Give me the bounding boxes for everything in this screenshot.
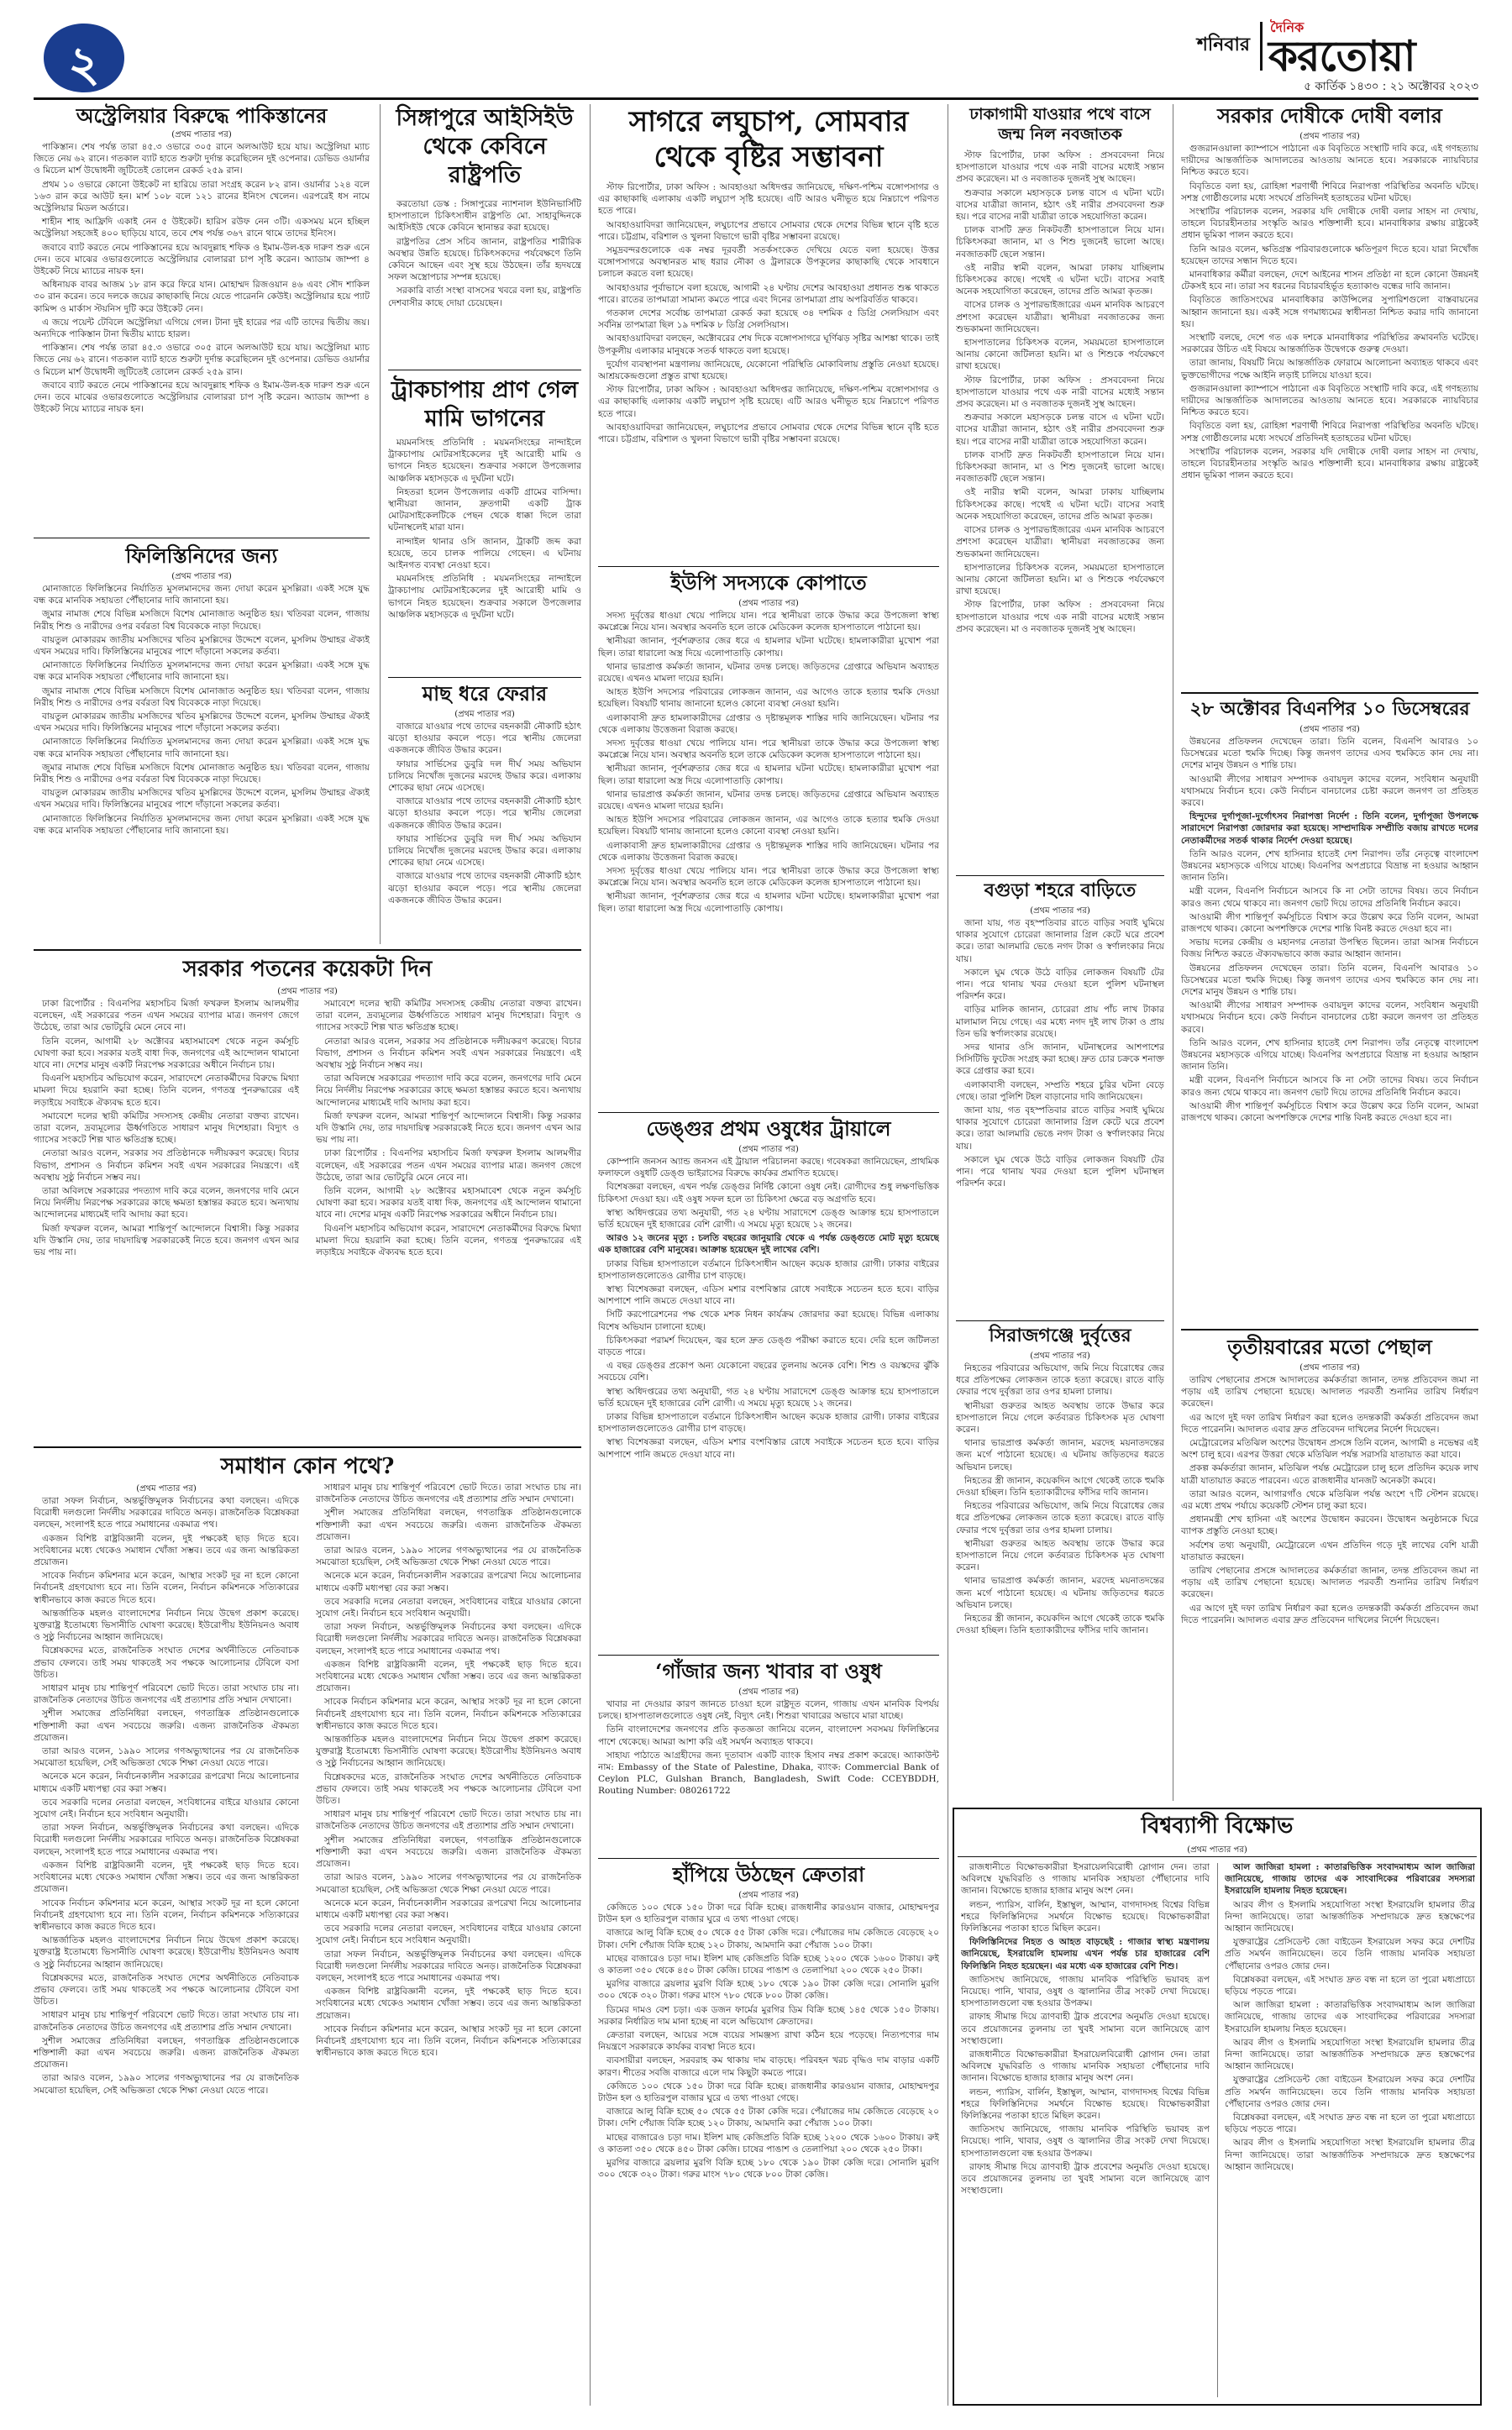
body-govt-fall-b: সমাবেশে দলের স্থায়ী কমিটির সদস্যসহ কেন্দ্রীয় নেতারা বক্তব্য রাখেন। তারা বলেন, দ্রব্যমূল্যের ঊর্ধ্বগতিতে সাধারণ মানুষ দিশেহারা। বিদ্যুৎ ও গ্যাসের সংকটে শিল্প খাত ক্ষতিগ্রস্ত হচ্ছে। নেতারা আরও বলেন, সরকার সব প্রতিষ্ঠানকে দলীয়করণ করেছে। বিচার বিভাগ, প্রশাসন ও নির্বাচন কমিশন সবই এখন সরকারের নিয়ন্ত্রণে। এই অবস্থায় সুষ্ঠু নির্বাচন সম্ভব নয়। তারা অবিলম্বে সরকারের পদত্যাগ দাবি করে বলেন, জনগণের দাবি মেনে নিয়ে নির্দলীয় নিরপেক্ষ সরকারের কাছে ক্ষমতা হস্তান্তর করতে হবে। অন্যথায় আন্দোলনের মাধ্যমেই দাবি আদায় করা হবে। মির্জা ফখরুল বলেন, আমরা শান্তিপূর্ণ আন্দোলনে বিশ্বাসী। কিন্তু সরকার যদি উস্কানি দেয়, তার দায়দায়িত্ব সরকারকেই নিতে হবে। জনগণ এখন আর ভয় পায় না। ঢাকা রিপোর্টার : বিএনপির মহাসচিব মির্জা ফখরুল ইসলাম আলমগীর বলেছেন, এই সরকারের পতন এখন সময়ের ব্যাপার মাত্র। জনগণ জেগে উঠেছে, তারা আর ভোটচুরি মেনে নেবে না। তিনি বলেন, আগামী ২৮ অক্টোবর মহাসমাবেশ থেকে নতুন কর্মসূচি ঘোষণা করা হবে। সরকার যতই বাধা দিক, জনগণের এই আন্দোলন থামানো যাবে না। দেশের মানুষ একটি নিরপেক্ষ সরকারের অধীনে নির্বাচন চায়। বিএনপি মহাসচিব অভিযোগ করেন, সারাদেশে নেতাকর্মীদের বিরুদ্ধে মিথ্যা মামলা দিয়ে হয়রানি করা হচ্ছে। তিনি বলেন, গণতন্ত্র পুনরুদ্ধারের এই লড়াইয়ে সবাইকে ঐক্যবদ্ধ হতে হবে। bbox=[316, 999, 581, 1258]
rule bbox=[1181, 1329, 1478, 1330]
cont-solution: (প্রথম পাতার পর) bbox=[136, 1484, 197, 1493]
headline-singapore: সিঙ্গাপুরে আইসিইউ থেকে কেবিনে রাষ্ট্রপতি bbox=[396, 105, 574, 188]
headline-tractor: ট্রাকচাপায় প্রাণ গেল মামি ভাগনের bbox=[391, 377, 579, 432]
rule bbox=[956, 1320, 1164, 1321]
body-tractor: ময়মনসিংহ প্রতিনিধি : ময়মনসিংহের নান্দাইলে ট্রাকচাপায় মোটরসাইকেলের দুই আরোহী মামি ও ভাগনে নিহত হয়েছেন। শুক্রবার সকালে উপজেলার আঞ্চলিক মহাসড়কে এ দুর্ঘটনা ঘটে। নিহতরা হলেন উপজেলার একটি গ্রামের বাসিন্দা। স্থানীয়রা জানান, দ্রুতগামী একটি ট্রাক মোটরসাইকেলটিকে পেছন থেকে ধাক্কা দিলে তারা ঘটনাস্থলেই মারা যান। নান্দাইল থানার ওসি জানান, ট্রাকটি জব্দ করা হয়েছে, তবে চালক পালিয়ে গেছেন। এ ঘটনায় আইনগত ব্যবস্থা নেওয়া হবে। ময়মনসিংহ প্রতিনিধি : ময়মনসিংহের নান্দাইলে ট্রাকচাপায় মোটরসাইকেলের দুই আরোহী মামি ও ভাগনে নিহত হয়েছেন। শুক্রবার সকালে উপজেলার আঞ্চলিক মহাসড়কে এ দুর্ঘটনা ঘটে। bbox=[388, 438, 581, 620]
headline-fish: মাছ ধরে ফেরার bbox=[422, 681, 548, 706]
page-number-badge bbox=[40, 20, 128, 96]
rule bbox=[1181, 692, 1478, 694]
headline-third-time: তৃতীয়বারের মতো পেছাল bbox=[1227, 1335, 1432, 1359]
body-palestine: মোনাজাতে ফিলিস্তিনের নির্যাতিত মুসলমানদের জন্য দোয়া করেন মুসল্লিরা। একই সঙ্গে যুদ্ধ বন্ধ করে মানবিক সহায়তা পৌঁছানোর দাবি জানানো হয়। জুমার নামাজ শেষে বিভিন্ন মসজিদে বিশেষ মোনাজাত অনুষ্ঠিত হয়। খতিবরা বলেন, গাজায় নিরীহ শিশু ও নারীদের ওপর বর্বরতা বিশ্ব বিবেককে নাড়া দিয়েছে। বায়তুল মোকাররম জাতীয় মসজিদের খতিব মুসল্লিদের উদ্দেশে বলেন, মুসলিম উম্মাহর ঐক্যই এখন সময়ের দাবি। ফিলিস্তিনের মানুষের পাশে দাঁড়ানো সকলের কর্তব্য। মোনাজাতে ফিলিস্তিনের নির্যাতিত মুসলমানদের জন্য দোয়া করেন মুসল্লিরা। একই সঙ্গে যুদ্ধ বন্ধ করে মানবিক সহায়তা পৌঁছানোর দাবি জানানো হয়। জুমার নামাজ শেষে বিভিন্ন মসজিদে বিশেষ মোনাজাত অনুষ্ঠিত হয়। খতিবরা বলেন, গাজায় নিরীহ শিশু ও নারীদের ওপর বর্বরতা বিশ্ব বিবেককে নাড়া দিয়েছে। বায়তুল মোকাররম জাতীয় মসজিদের খতিব মুসল্লিদের উদ্দেশে বলেন, মুসলিম উম্মাহর ঐক্যই এখন সময়ের দাবি। ফিলিস্তিনের মানুষের পাশে দাঁড়ানো সকলের কর্তব্য। মোনাজাতে ফিলিস্তিনের নির্যাতিত মুসলমানদের জন্য দোয়া করেন মুসল্লিরা। একই সঙ্গে যুদ্ধ বন্ধ করে মানবিক সহায়তা পৌঁছানোর দাবি জানানো হয়। জুমার নামাজ শেষে বিভিন্ন মসজিদে বিশেষ মোনাজাত অনুষ্ঠিত হয়। খতিবরা বলেন, গাজায় নিরীহ শিশু ও নারীদের ওপর বর্বরতা বিশ্ব বিবেককে নাড়া দিয়েছে। বায়তুল মোকাররম জাতীয় মসজিদের খতিব মুসল্লিদের উদ্দেশে বলেন, মুসলিম উম্মাহর ঐক্যই এখন সময়ের দাবি। ফিলিস্তিনের মানুষের পাশে দাঁড়ানো সকলের কর্তব্য। মোনাজাতে ফিলিস্তিনের নির্যাতিত মুসলমানদের জন্য দোয়া করেন মুসল্লিরা। একই সঙ্গে যুদ্ধ বন্ধ করে মানবিক সহায়তা পৌঁছানোর দাবি জানানো হয়। bbox=[34, 584, 370, 836]
cont-global: (প্রথম পাতার পর) bbox=[1187, 1845, 1247, 1855]
headline-govt-fall: সরকার পতনের কয়েকটা দিন bbox=[182, 957, 433, 982]
cont-pakistan: (প্রথম পাতার পর) bbox=[171, 130, 232, 139]
body-bus-birth: স্টাফ রিপোর্টার, ঢাকা অফিস : প্রসববেদনা নিয়ে হাসপাতালে যাওয়ার পথে এক নারী বাসের মধ্যেই সন্তান প্রসব করেছেন। মা ও নবজাতক দুজনই সুস্থ আছেন। শুক্রবার সকালে মহাসড়কে চলন্ত বাসে এ ঘটনা ঘটে। বাসের যাত্রীরা জানান, হঠাৎ ওই নারীর প্রসববেদনা শুরু হয়। পরে বাসের নারী যাত্রীরা তাকে সহযোগিতা করেন। চালক বাসটি দ্রুত নিকটবর্তী হাসপাতালে নিয়ে যান। চিকিৎসকরা জানান, মা ও শিশু দুজনেই ভালো আছে। নবজাতকটি ছেলে সন্তান। ওই নারীর স্বামী বলেন, আমরা ঢাকায় যাচ্ছিলাম চিকিৎসকের কাছে। পথেই এ ঘটনা ঘটে। বাসের সবাই অনেক সহযোগিতা করেছেন, তাদের প্রতি আমরা কৃতজ্ঞ। বাসের চালক ও সুপারভাইজারের এমন মানবিক আচরণে প্রশংসা করেছেন যাত্রীরা। স্থানীয়রা নবজাতকের জন্য শুভকামনা জানিয়েছেন। হাসপাতালের চিকিৎসক বলেন, সময়মতো হাসপাতালে আনায় কোনো জটিলতা হয়নি। মা ও শিশুকে পর্যবেক্ষণে রাখা হয়েছে। স্টাফ রিপোর্টার, ঢাকা অফিস : প্রসববেদনা নিয়ে হাসপাতালে যাওয়ার পথে এক নারী বাসের মধ্যেই সন্তান প্রসব করেছেন। মা ও নবজাতক দুজনই সুস্থ আছেন। শুক্রবার সকালে মহাসড়কে চলন্ত বাসে এ ঘটনা ঘটে। বাসের যাত্রীরা জানান, হঠাৎ ওই নারীর প্রসববেদনা শুরু হয়। পরে বাসের নারী যাত্রীরা তাকে সহযোগিতা করেন। চালক বাসটি দ্রুত নিকটবর্তী হাসপাতালে নিয়ে যান। চিকিৎসকরা জানান, মা ও শিশু দুজনেই ভালো আছে। নবজাতকটি ছেলে সন্তান। ওই নারীর স্বামী বলেন, আমরা ঢাকায় যাচ্ছিলাম চিকিৎসকের কাছে। পথেই এ ঘটনা ঘটে। বাসের সবাই অনেক সহযোগিতা করেছেন, তাদের প্রতি আমরা কৃতজ্ঞ। বাসের চালক ও সুপারভাইজারের এমন মানবিক আচরণে প্রশংসা করেছেন যাত্রীরা। স্থানীয়রা নবজাতকের জন্য শুভকামনা জানিয়েছেন। হাসপাতালের চিকিৎসক বলেন, সময়মতো হাসপাতালে আনায় কোনো জটিলতা হয়নি। মা ও শিশুকে পর্যবেক্ষণে রাখা হয়েছে। স্টাফ রিপোর্টার, ঢাকা অফিস : প্রসববেদনা নিয়ে হাসপাতালে যাওয়ার পথে এক নারী বাসের মধ্যেই সন্তান প্রসব করেছেন। মা ও নবজাতক দুজনই সুস্থ আছেন। bbox=[956, 150, 1164, 634]
headline-sirajganj: সিরাজগঞ্জে দুর্বৃত্তের bbox=[989, 1325, 1131, 1346]
headline-bus-birth: ঢাকাগামী যাওয়ার পথে বাসে জন্ম নিল নবজাতক bbox=[969, 105, 1151, 144]
body-global-a: রাজধানীতে বিক্ষোভকারীরা ইসরায়েলবিরোধী স্লোগান দেন। তারা অবিলম্বে যুদ্ধবিরতি ও গাজায় মানবিক সহায়তা পৌঁছানোর দাবি জানান। বিক্ষোভে হাজার হাজার মানুষ অংশ নেন। লন্ডন, প্যারিস, বার্লিন, ইস্তাম্বুল, আম্মান, বাগদাদসহ বিশ্বের বিভিন্ন শহরে ফিলিস্তিনিদের সমর্থনে বিক্ষোভ হয়েছে। বিক্ষোভকারীরা ফিলিস্তিনের পতাকা হাতে মিছিল করেন। ফিলিস্তিনিদের নিহত ও আহত বাড়ছেই : গাজার স্বাস্থ্য মন্ত্রণালয় জানিয়েছে, ইসরায়েলি হামলায় এখন পর্যন্ত চার হাজারের বেশি ফিলিস্তিনি নিহত হয়েছেন। এর মধ্যে এক হাজারের বেশি শিশু। জাতিসংঘ জানিয়েছে, গাজায় মানবিক পরিস্থিতি ভয়াবহ রূপ নিয়েছে। পানি, খাবার, ওষুধ ও জ্বালানির তীব্র সংকট দেখা দিয়েছে। হাসপাতালগুলো বন্ধ হওয়ার উপক্রম। রাফাহ সীমান্ত দিয়ে ত্রাণবাহী ট্রাক প্রবেশের অনুমতি দেওয়া হয়েছে। তবে প্রয়োজনের তুলনায় তা খুবই সামান্য বলে জানিয়েছে ত্রাণ সংস্থাগুলো। রাজধানীতে বিক্ষোভকারীরা ইসরায়েলবিরোধী স্লোগান দেন। তারা অবিলম্বে যুদ্ধবিরতি ও গাজায় মানবিক সহায়তা পৌঁছানোর দাবি জানান। বিক্ষোভে হাজার হাজার মানুষ অংশ নেন। লন্ডন, প্যারিস, বার্লিন, ইস্তাম্বুল, আম্মান, বাগদাদসহ বিশ্বের বিভিন্ন শহরে ফিলিস্তিনিদের সমর্থনে বিক্ষোভ হয়েছে। বিক্ষোভকারীরা ফিলিস্তিনের পতাকা হাতে মিছিল করেন। জাতিসংঘ জানিয়েছে, গাজায় মানবিক পরিস্থিতি ভয়াবহ রূপ নিয়েছে। পানি, খাবার, ওষুধ ও জ্বালানির তীব্র সংকট দেখা দিয়েছে। হাসপাতালগুলো বন্ধ হওয়ার উপক্রম। রাফাহ সীমান্ত দিয়ে ত্রাণবাহী ট্রাক প্রবেশের অনুমতি দেওয়া হয়েছে। তবে প্রয়োজনের তুলনায় তা খুবই সামান্য বলে জানিয়েছে ত্রাণ সংস্থাগুলো। bbox=[961, 1862, 1210, 2196]
body-ganja: খাবার না দেওয়ার কারণ জানতে চাওয়া হলে রাষ্ট্রদূত বলেন, গাজায় এখন মানবিক বিপর্যয় চলছে। হাসপাতালগুলোতে ওষুধ নেই, বিদ্যুৎ নেই। শিশুরা খাবারের অভাবে মারা যাচ্ছে। তিনি বাংলাদেশের জনগণের প্রতি কৃতজ্ঞতা জানিয়ে বলেন, বাংলাদেশ সবসময় ফিলিস্তিনের পাশে থেকেছে। আমরা আশা করি এই সমর্থন অব্যাহত থাকবে। সাহায্য পাঠাতে আগ্রহীদের জন্য দূতাবাস একটি ব্যাংক হিসাব নম্বর প্রকাশ করেছে। অ্যাকাউন্ট নাম: Embassy of the State of Palestine, Dhaka, ব্যাংক: Commercial Bank of Ceylon PLC, Gulshan Branch, Bangladesh, Swift Code: CCEYBDDH, Routing Number: 080261722 bbox=[598, 1699, 939, 1797]
issue-day: শনিবার bbox=[1196, 34, 1250, 55]
body-govt-blame: গুজরানওয়ালা ক্যাম্পাসে পাঠানো এক বিবৃতিতে সংস্থাটি দাবি করে, এই গণহত্যায় দায়ীদের আন্তর্জাতিক আদালতের আওতায় আনতে হবে। সরকারকে ন্যায়বিচার নিশ্চিত করতে হবে। বিবৃতিতে বলা হয়, রোহিঙ্গা শরণার্থী শিবিরে নিরাপত্তা পরিস্থিতির অবনতি ঘটছে। সশস্ত্র গোষ্ঠীগুলোর মধ্যে সংঘর্ষে প্রতিদিনই হতাহতের ঘটনা ঘটছে। সংস্থাটির পরিচালক বলেন, সরকার যদি দোষীকে দোষী বলার সাহস না দেখায়, তাহলে বিচারহীনতার সংস্কৃতি আরও শক্তিশালী হবে। মানবাধিকার রক্ষায় রাষ্ট্রকেই প্রধান ভূমিকা পালন করতে হবে। তিনি আরও বলেন, ক্ষতিগ্রস্ত পরিবারগুলোকে ক্ষতিপূরণ দিতে হবে। যারা নিখোঁজ হয়েছেন তাদের সন্ধান দিতে হবে। মানবাধিকার কর্মীরা বলছেন, দেশে আইনের শাসন প্রতিষ্ঠা না হলে কোনো উন্নয়নই টেকসই হবে না। তারা সব ধরনের বিচারবহির্ভূত হত্যাকাণ্ড বন্ধের দাবি জানান। বিবৃতিতে জাতিসংঘের মানবাধিকার কাউন্সিলের সুপারিশগুলো বাস্তবায়নের আহ্বান জানানো হয়। একই সঙ্গে গণমাধ্যমের স্বাধীনতা নিশ্চিত করার দাবি জানানো হয়। সংস্থাটি বলছে, দেশে গত এক দশকে মানবাধিকার পরিস্থিতির ক্রমাবনতি ঘটেছে। সরকারের উচিত এই বিষয়ে আন্তর্জাতিক উদ্বেগকে গুরুত্ব দেওয়া। তারা জানায়, বিষয়টি নিয়ে আন্তর্জাতিক ফোরামে আলোচনা অব্যাহত থাকবে এবং ভুক্তভোগীদের পক্ষে আইনি লড়াই চালিয়ে যাওয়া হবে। গুজরানওয়ালা ক্যাম্পাসে পাঠানো এক বিবৃতিতে সংস্থাটি দাবি করে, এই গণহত্যায় দায়ীদের আন্তর্জাতিক আদালতের আওতায় আনতে হবে। সরকারকে ন্যায়বিচার নিশ্চিত করতে হবে। বিবৃতিতে বলা হয়, রোহিঙ্গা শরণার্থী শিবিরে নিরাপত্তা পরিস্থিতির অবনতি ঘটছে। সশস্ত্র গোষ্ঠীগুলোর মধ্যে সংঘর্ষে প্রতিদিনই হতাহতের ঘটনা ঘটছে। সংস্থাটির পরিচালক বলেন, সরকার যদি দোষীকে দোষী বলার সাহস না দেখায়, তাহলে বিচারহীনতার সংস্কৃতি আরও শক্তিশালী হবে। মানবাধিকার রক্ষায় রাষ্ট্রকেই প্রধান ভূমিকা পালন করতে হবে। bbox=[1181, 144, 1478, 481]
body-solution-a: তারা সফল নির্বাচন, অন্তর্ভুক্তিমূলক নির্বাচনের কথা বলছেন। এদিকে বিরোধী দলগুলো নির্দলীয় সরকারের দাবিতে অনড়। রাজনৈতিক বিশ্লেষকরা বলছেন, সংলাপই হতে পারে সমাধানের একমাত্র পথ। একজন বিশিষ্ট রাষ্ট্রবিজ্ঞানী বলেন, দুই পক্ষকেই ছাড় দিতে হবে। সংবিধানের মধ্যে থেকেও সমাধান খোঁজা সম্ভব। তবে এর জন্য আন্তরিকতা প্রয়োজন। সাবেক নির্বাচন কমিশনার মনে করেন, আস্থার সংকট দূর না হলে কোনো নির্বাচনই গ্রহণযোগ্য হবে না। তিনি বলেন, নির্বাচন কমিশনকে সত্যিকারের স্বাধীনভাবে কাজ করতে দিতে হবে। আন্তর্জাতিক মহলও বাংলাদেশের নির্বাচন নিয়ে উদ্বেগ প্রকাশ করেছে। যুক্তরাষ্ট্র ইতোমধ্যে ভিসানীতি ঘোষণা করেছে। ইউরোপীয় ইউনিয়নও অবাধ ও সুষ্ঠু নির্বাচনের আহ্বান জানিয়েছে। বিশ্লেষকদের মতে, রাজনৈতিক সংঘাত দেশের অর্থনীতিতে নেতিবাচক প্রভাব ফেলবে। তাই সময় থাকতেই সব পক্ষকে আলোচনার টেবিলে বসা উচিত। সাধারণ মানুষ চায় শান্তিপূর্ণ পরিবেশে ভোট দিতে। তারা সংঘাত চায় না। রাজনৈতিক নেতাদের উচিত জনগণের এই প্রত্যাশার প্রতি সম্মান দেখানো। সুশীল সমাজের প্রতিনিধিরা বলছেন, গণতান্ত্রিক প্রতিষ্ঠানগুলোকে শক্তিশালী করা এখন সবচেয়ে জরুরি। এজন্য রাজনৈতিক ঐকমত্য প্রয়োজন। তারা আরও বলেন, ১৯৯০ সালের গণঅভ্যুত্থানের পর যে রাজনৈতিক সমঝোতা হয়েছিল, সেই অভিজ্ঞতা থেকে শিক্ষা নেওয়া যেতে পারে। অনেকে মনে করেন, নির্বাচনকালীন সরকারের রূপরেখা নিয়ে আলোচনার মাধ্যমে একটি মধ্যপন্থা বের করা সম্ভব। তবে সরকারি দলের নেতারা বলছেন, সংবিধানের বাইরে যাওয়ার কোনো সুযোগ নেই। নির্বাচন হবে সংবিধান অনুযায়ী। তারা সফল নির্বাচন, অন্তর্ভুক্তিমূলক নির্বাচনের কথা বলছেন। এদিকে বিরোধী দলগুলো নির্দলীয় সরকারের দাবিতে অনড়। রাজনৈতিক বিশ্লেষকরা বলছেন, সংলাপই হতে পারে সমাধানের একমাত্র পথ। একজন বিশিষ্ট রাষ্ট্রবিজ্ঞানী বলেন, দুই পক্ষকেই ছাড় দিতে হবে। সংবিধানের মধ্যে থেকেও সমাধান খোঁজা সম্ভব। তবে এর জন্য আন্তরিকতা প্রয়োজন। সাবেক নির্বাচন কমিশনার মনে করেন, আস্থার সংকট দূর না হলে কোনো নির্বাচনই গ্রহণযোগ্য হবে না। তিনি বলেন, নির্বাচন কমিশনকে সত্যিকারের স্বাধীনভাবে কাজ করতে দিতে হবে। আন্তর্জাতিক মহলও বাংলাদেশের নির্বাচন নিয়ে উদ্বেগ প্রকাশ করেছে। যুক্তরাষ্ট্র ইতোমধ্যে ভিসানীতি ঘোষণা করেছে। ইউরোপীয় ইউনিয়নও অবাধ ও সুষ্ঠু নির্বাচনের আহ্বান জানিয়েছে। বিশ্লেষকদের মতে, রাজনৈতিক সংঘাত দেশের অর্থনীতিতে নেতিবাচক প্রভাব ফেলবে। তাই সময় থাকতেই সব পক্ষকে আলোচনার টেবিলে বসা উচিত। সাধারণ মানুষ চায় শান্তিপূর্ণ পরিবেশে ভোট দিতে। তারা সংঘাত চায় না। রাজনৈতিক নেতাদের উচিত জনগণের এই প্রত্যাশার প্রতি সম্মান দেখানো। সুশীল সমাজের প্রতিনিধিরা বলছেন, গণতান্ত্রিক প্রতিষ্ঠানগুলোকে শক্তিশালী করা এখন সবচেয়ে জরুরি। এজন্য রাজনৈতিক ঐকমত্য প্রয়োজন। তারা আরও বলেন, ১৯৯০ সালের গণঅভ্যুত্থানের পর যে রাজনৈতিক সমঝোতা হয়েছিল, সেই অভিজ্ঞতা থেকে শিক্ষা নেওয়া যেতে পারে। bbox=[34, 1496, 299, 2096]
headline-palestine: ফিলিস্তিনিদের জন্য bbox=[125, 543, 278, 568]
rule bbox=[34, 949, 581, 951]
body-global-b: আল জাজিরা হামলা : কাতারভিত্তিক সংবাদমাধ্যম আল জাজিরা জানিয়েছে, গাজায় তাদের এক সাংবাদিকের পরিবারের সদস্যরা ইসরায়েলি হামলায় নিহত হয়েছেন। আরব লীগ ও ইসলামি সহযোগিতা সংস্থা ইসরায়েলি হামলার তীব্র নিন্দা জানিয়েছে। তারা আন্তর্জাতিক সম্প্রদায়কে দ্রুত হস্তক্ষেপের আহ্বান জানিয়েছে। যুক্তরাষ্ট্রের প্রেসিডেন্ট জো বাইডেন ইসরায়েল সফর করে দেশটির প্রতি সমর্থন জানিয়েছেন। তবে তিনি গাজায় মানবিক সহায়তা পৌঁছানোর ওপরও জোর দেন। বিশ্লেষকরা বলছেন, এই সংঘাত দ্রুত বন্ধ না হলে তা পুরো মধ্যপ্রাচ্যে ছড়িয়ে পড়তে পারে। আল জাজিরা হামলা : কাতারভিত্তিক সংবাদমাধ্যম আল জাজিরা জানিয়েছে, গাজায় তাদের এক সাংবাদিকের পরিবারের সদস্যরা ইসরায়েলি হামলায় নিহত হয়েছেন। আরব লীগ ও ইসলামি সহযোগিতা সংস্থা ইসরায়েলি হামলার তীব্র নিন্দা জানিয়েছে। তারা আন্তর্জাতিক সম্প্রদায়কে দ্রুত হস্তক্ষেপের আহ্বান জানিয়েছে। যুক্তরাষ্ট্রের প্রেসিডেন্ট জো বাইডেন ইসরায়েল সফর করে দেশটির প্রতি সমর্থন জানিয়েছেন। তবে তিনি গাজায় মানবিক সহায়তা পৌঁছানোর ওপরও জোর দেন। বিশ্লেষকরা বলছেন, এই সংঘাত দ্রুত বন্ধ না হলে তা পুরো মধ্যপ্রাচ্যে ছড়িয়ে পড়তে পারে। আরব লীগ ও ইসলামি সহযোগিতা সংস্থা ইসরায়েলি হামলার তীব্র নিন্দা জানিয়েছে। তারা আন্তর্জাতিক সম্প্রদায়কে দ্রুত হস্তক্ষেপের আহ্বান জানিয়েছে। bbox=[1225, 1862, 1475, 2172]
column-divider bbox=[380, 104, 381, 944]
cont-sirajganj: (প্রথম পাতার পর) bbox=[1030, 1351, 1090, 1361]
masthead-divider bbox=[1260, 22, 1263, 71]
body-bnp-dec: উন্নয়নের প্রতিফলন দেখেছেন তারা। তিনি বলেন, বিএনপি আবারও ১০ ডিসেম্বরের মতো হুমকি দিচ্ছে। কিন্তু জনগণ তাদের এসব হুমকিতে কান দেয় না। দেশের মানুষ উন্নয়ন ও শান্তি চায়। আওয়ামী লীগের সাধারণ সম্পাদক ওবায়দুল কাদের বলেন, সংবিধান অনুযায়ী যথাসময়ে নির্বাচন হবে। কেউ নির্বাচন বানচালের চেষ্টা করলে জনগণ তা প্রতিহত করবে। হিন্দুদের দুর্গাপূজা-দুর্গোৎসব নিরাপত্তা নির্দেশ : তিনি বলেন, দুর্গাপূজা উপলক্ষে সারাদেশে নিরাপত্তা জোরদার করা হয়েছে। সাম্প্রদায়িক সম্প্রীতি বজায় রাখতে দলের নেতাকর্মীদের সতর্ক থাকার নির্দেশ দেওয়া হয়েছে। তিনি আরও বলেন, শেখ হাসিনার হাতেই দেশ নিরাপদ। তাঁর নেতৃত্বে বাংলাদেশ উন্নয়নের মহাসড়কে এগিয়ে যাচ্ছে। বিএনপির অপপ্রচারে বিভ্রান্ত না হওয়ার আহ্বান জানান তিনি। মন্ত্রী বলেন, বিএনপি নির্বাচনে আসবে কি না সেটা তাদের বিষয়। তবে নির্বাচন কারও জন্য থেমে থাকবে না। জনগণ ভোট দিয়ে তাদের প্রতিনিধি নির্বাচন করবে। আওয়ামী লীগ শান্তিপূর্ণ কর্মসূচিতে বিশ্বাস করে উল্লেখ করে তিনি বলেন, আমরা রাজপথে থাকব। কোনো অপশক্তিকে দেশের শান্তি বিনষ্ট করতে দেওয়া হবে না। সভায় দলের কেন্দ্রীয় ও মহানগর নেতারা উপস্থিত ছিলেন। তারা আসন্ন নির্বাচনে বিজয় নিশ্চিত করতে ঐক্যবদ্ধভাবে কাজ করার আহ্বান জানান। উন্নয়নের প্রতিফলন দেখেছেন তারা। তিনি বলেন, বিএনপি আবারও ১০ ডিসেম্বরের মতো হুমকি দিচ্ছে। কিন্তু জনগণ তাদের এসব হুমকিতে কান দেয় না। দেশের মানুষ উন্নয়ন ও শান্তি চায়। আওয়ামী লীগের সাধারণ সম্পাদক ওবায়দুল কাদের বলেন, সংবিধান অনুযায়ী যথাসময়ে নির্বাচন হবে। কেউ নির্বাচন বানচালের চেষ্টা করলে জনগণ তা প্রতিহত করবে। তিনি আরও বলেন, শেখ হাসিনার হাতেই দেশ নিরাপদ। তাঁর নেতৃত্বে বাংলাদেশ উন্নয়নের মহাসড়কে এগিয়ে যাচ্ছে। বিএনপির অপপ্রচারে বিভ্রান্ত না হওয়ার আহ্বান জানান তিনি। মন্ত্রী বলেন, বিএনপি নির্বাচনে আসবে কি না সেটা তাদের বিষয়। তবে নির্বাচন কারও জন্য থেমে থাকবে না। জনগণ ভোট দিয়ে তাদের প্রতিনিধি নির্বাচন করবে। আওয়ামী লীগ শান্তিপূর্ণ কর্মসূচিতে বিশ্বাস করে উল্লেখ করে তিনি বলেন, আমরা রাজপথে থাকব। কোনো অপশক্তিকে দেশের শান্তি বিনষ্ট করতে দেওয়া হবে না। bbox=[1181, 737, 1478, 1124]
cont-third-time: (প্রথম পাতার পর) bbox=[1299, 1363, 1360, 1372]
cont-govt-fall: (প্রথম পাতার পর) bbox=[277, 987, 338, 996]
headline-solution: সমাধান কোন পথে? bbox=[220, 1454, 395, 1479]
body-up-member: সদস্য দুর্বৃত্তের ধাওয়া খেয়ে পালিয়ে যান। পরে স্থানীয়রা তাকে উদ্ধার করে উপজেলা স্বাস্থ্য কমপ্লেক্সে নিয়ে যান। অবস্থার অবনতি হলে তাকে মেডিকেল কলেজ হাসপাতালে পাঠানো হয়। স্থানীয়রা জানান, পূর্বশত্রুতার জের ধরে এ হামলার ঘটনা ঘটেছে। হামলাকারীরা মুখোশ পরা ছিল। তারা ধারালো অস্ত্র দিয়ে এলোপাতাড়ি কোপায়। থানার ভারপ্রাপ্ত কর্মকর্তা জানান, ঘটনার তদন্ত চলছে। জড়িতদের গ্রেপ্তারে অভিযান অব্যাহত রয়েছে। এখনও মামলা দায়ের হয়নি। আহত ইউপি সদস্যের পরিবারের লোকজন জানান, এর আগেও তাকে হত্যার হুমকি দেওয়া হয়েছিল। বিষয়টি থানায় জানানো হলেও কোনো ব্যবস্থা নেওয়া হয়নি। এলাকাবাসী দ্রুত হামলাকারীদের গ্রেপ্তার ও দৃষ্টান্তমূলক শাস্তির দাবি জানিয়েছেন। ঘটনার পর থেকে এলাকায় উত্তেজনা বিরাজ করছে। সদস্য দুর্বৃত্তের ধাওয়া খেয়ে পালিয়ে যান। পরে স্থানীয়রা তাকে উদ্ধার করে উপজেলা স্বাস্থ্য কমপ্লেক্সে নিয়ে যান। অবস্থার অবনতি হলে তাকে মেডিকেল কলেজ হাসপাতালে পাঠানো হয়। স্থানীয়রা জানান, পূর্বশত্রুতার জের ধরে এ হামলার ঘটনা ঘটেছে। হামলাকারীরা মুখোশ পরা ছিল। তারা ধারালো অস্ত্র দিয়ে এলোপাতাড়ি কোপায়। থানার ভারপ্রাপ্ত কর্মকর্তা জানান, ঘটনার তদন্ত চলছে। জড়িতদের গ্রেপ্তারে অভিযান অব্যাহত রয়েছে। এখনও মামলা দায়ের হয়নি। আহত ইউপি সদস্যের পরিবারের লোকজন জানান, এর আগেও তাকে হত্যার হুমকি দেওয়া হয়েছিল। বিষয়টি থানায় জানানো হলেও কোনো ব্যবস্থা নেওয়া হয়নি। এলাকাবাসী দ্রুত হামলাকারীদের গ্রেপ্তার ও দৃষ্টান্তমূলক শাস্তির দাবি জানিয়েছেন। ঘটনার পর থেকে এলাকায় উত্তেজনা বিরাজ করছে। সদস্য দুর্বৃত্তের ধাওয়া খেয়ে পালিয়ে যান। পরে স্থানীয়রা তাকে উদ্ধার করে উপজেলা স্বাস্থ্য কমপ্লেক্সে নিয়ে যান। অবস্থার অবনতি হলে তাকে মেডিকেল কলেজ হাসপাতালে পাঠানো হয়। স্থানীয়রা জানান, পূর্বশত্রুতার জের ধরে এ হামলার ঘটনা ঘটেছে। হামলাকারীরা মুখোশ পরা ছিল। তারা ধারালো অস্ত্র দিয়ে এলোপাতাড়ি কোপায়। bbox=[598, 611, 939, 914]
body-pakistan: পাকিস্তান। শেষ পর্যন্ত তারা ৪৫.৩ ওভারে ৩০৫ রানে অলআউট হয়ে যায়। অস্ট্রেলিয়া ম্যাচ জিতে নেয় ৬২ রানে। গতকাল ব্যাট হাতে শুরুটা দুর্দান্ত করেছিলেন দুই ওপেনার। ডেভিড ওয়ার্নার ও মিচেল মার্শ উদ্বোধনী জুটিতেই তোলেন রেকর্ড ২৫৯ রান। প্রথম ১০ ওভারে কোনো উইকেট না হারিয়ে তারা সংগ্রহ করেন ৮২ রান। ওয়ার্নার ১২৪ বলে ১৬৩ রান করে আউট হন। মার্শ ১০৮ বলে ১২১ রানের ইনিংস খেলেন। এরপরেই ধস নামে অস্ট্রেলিয়ার মিডল অর্ডারে। শাহীন শাহ আফ্রিদি একাই নেন ৫ উইকেট। হারিস রউফ নেন ৩টি। একসময় মনে হচ্ছিল অস্ট্রেলিয়া সহজেই ৪০০ ছাড়িয়ে যাবে, তবে শেষ পর্যন্ত ৩৬৭ রানে থামে তাদের ইনিংস। জবাবে ব্যাট করতে নেমে পাকিস্তানের হয়ে আবদুল্লাহ শফিক ও ইমাম-উল-হক দারুণ শুরু এনে দেন। তবে মাঝের ওভারগুলোতে অস্ট্রেলিয়ার বোলাররা চাপ সৃষ্টি করেন। অ্যাডাম জাম্পা ৪ উইকেট নিয়ে ম্যাচের নায়ক হন। অধিনায়ক বাবর আজম ১৮ রান করে ফিরে যান। মোহাম্মদ রিজওয়ান ৪৬ এবং সৌদ শাকিল ৩০ রান করেন। তবে দলকে জয়ের কাছাকাছি নিয়ে যেতে পারেননি কেউই। অস্ট্রেলিয়ার হয়ে প্যাট কামিন্স ও মার্কাস স্টয়নিস দুটি করে উইকেট নেন। এ জয়ে পয়েন্ট টেবিলে অস্ট্রেলিয়া এগিয়ে গেল। টানা দুই হারের পর এটি তাদের দ্বিতীয় জয়। অন্যদিকে পাকিস্তান টানা দ্বিতীয় ম্যাচে হারল। পাকিস্তান। শেষ পর্যন্ত তারা ৪৫.৩ ওভারে ৩০৫ রানে অলআউট হয়ে যায়। অস্ট্রেলিয়া ম্যাচ জিতে নেয় ৬২ রানে। গতকাল ব্যাট হাতে শুরুটা দুর্দান্ত করেছিলেন দুই ওপেনার। ডেভিড ওয়ার্নার ও মিচেল মার্শ উদ্বোধনী জুটিতেই তোলেন রেকর্ড ২৫৯ রান। জবাবে ব্যাট করতে নেমে পাকিস্তানের হয়ে আবদুল্লাহ শফিক ও ইমাম-উল-হক দারুণ শুরু এনে দেন। তবে মাঝের ওভারগুলোতে অস্ট্রেলিয়ার বোলাররা চাপ সৃষ্টি করেন। অ্যাডাম জাম্পা ৪ উইকেট নিয়ে ম্যাচের নায়ক হন। bbox=[34, 142, 370, 415]
cont-govt-blame: (প্রথম পাতার পর) bbox=[1299, 132, 1360, 141]
headline-pakistan: অস্ট্রেলিয়ার বিরুদ্ধে পাকিস্তানের bbox=[76, 103, 328, 128]
rule bbox=[958, 1856, 1477, 1857]
rule bbox=[34, 1446, 581, 1448]
cont-ganja: (প্রথম পাতার পর) bbox=[738, 1687, 799, 1697]
body-bogura: জানা যায়, গত বৃহস্পতিবার রাতে বাড়ির সবাই ঘুমিয়ে থাকার সুযোগে চোরেরা জানালার গ্রিল কেটে ঘরে প্রবেশ করে। তারা আলমারি ভেঙে নগদ টাকা ও স্বর্ণালংকার নিয়ে যায়। সকালে ঘুম থেকে উঠে বাড়ির লোকজন বিষয়টি টের পান। পরে থানায় খবর দেওয়া হলে পুলিশ ঘটনাস্থল পরিদর্শন করে। বাড়ির মালিক জানান, চোরেরা প্রায় পাঁচ লাখ টাকার মালামাল নিয়ে গেছে। এর মধ্যে নগদ দুই লাখ টাকা ও প্রায় তিন ভরি স্বর্ণালংকার রয়েছে। সদর থানার ওসি জানান, ঘটনাস্থলের আশপাশের সিসিটিভি ফুটেজ সংগ্রহ করা হচ্ছে। দ্রুত চোর চক্রকে শনাক্ত করে গ্রেপ্তার করা হবে। এলাকাবাসী বলছেন, সম্প্রতি শহরে চুরির ঘটনা বেড়ে গেছে। তারা পুলিশি টহল বাড়ানোর দাবি জানিয়েছেন। জানা যায়, গত বৃহস্পতিবার রাতে বাড়ির সবাই ঘুমিয়ে থাকার সুযোগে চোরেরা জানালার গ্রিল কেটে ঘরে প্রবেশ করে। তারা আলমারি ভেঙে নগদ টাকা ও স্বর্ণালংকার নিয়ে যায়। সকালে ঘুম থেকে উঠে বাড়ির লোকজন বিষয়টি টের পান। পরে থানায় খবর দেওয়া হলে পুলিশ ঘটনাস্থল পরিদর্শন করে। bbox=[956, 918, 1164, 1189]
column-divider bbox=[590, 104, 591, 2406]
rule bbox=[598, 1655, 939, 1656]
headline-sea-rain: সাগরে লঘুচাপ, সোমবার থেকে বৃষ্টির সম্ভাবনা bbox=[628, 105, 909, 174]
headline-ganja: ‘গাঁজার জন্য খাবার বা ওষুধ bbox=[655, 1659, 882, 1683]
body-govt-fall-a: ঢাকা রিপোর্টার : বিএনপির মহাসচিব মির্জা ফখরুল ইসলাম আলমগীর বলেছেন, এই সরকারের পতন এখন সময়ের ব্যাপার মাত্র। জনগণ জেগে উঠেছে, তারা আর ভোটচুরি মেনে নেবে না। তিনি বলেন, আগামী ২৮ অক্টোবর মহাসমাবেশ থেকে নতুন কর্মসূচি ঘোষণা করা হবে। সরকার যতই বাধা দিক, জনগণের এই আন্দোলন থামানো যাবে না। দেশের মানুষ একটি নিরপেক্ষ সরকারের অধীনে নির্বাচন চায়। বিএনপি মহাসচিব অভিযোগ করেন, সারাদেশে নেতাকর্মীদের বিরুদ্ধে মিথ্যা মামলা দিয়ে হয়রানি করা হচ্ছে। তিনি বলেন, গণতন্ত্র পুনরুদ্ধারের এই লড়াইয়ে সবাইকে ঐক্যবদ্ধ হতে হবে। সমাবেশে দলের স্থায়ী কমিটির সদস্যসহ কেন্দ্রীয় নেতারা বক্তব্য রাখেন। তারা বলেন, দ্রব্যমূল্যের ঊর্ধ্বগতিতে সাধারণ মানুষ দিশেহারা। বিদ্যুৎ ও গ্যাসের সংকটে শিল্প খাত ক্ষতিগ্রস্ত হচ্ছে। নেতারা আরও বলেন, সরকার সব প্রতিষ্ঠানকে দলীয়করণ করেছে। বিচার বিভাগ, প্রশাসন ও নির্বাচন কমিশন সবই এখন সরকারের নিয়ন্ত্রণে। এই অবস্থায় সুষ্ঠু নির্বাচন সম্ভব নয়। তারা অবিলম্বে সরকারের পদত্যাগ দাবি করে বলেন, জনগণের দাবি মেনে নিয়ে নির্দলীয় নিরপেক্ষ সরকারের কাছে ক্ষমতা হস্তান্তর করতে হবে। অন্যথায় আন্দোলনের মাধ্যমেই দাবি আদায় করা হবে। মির্জা ফখরুল বলেন, আমরা শান্তিপূর্ণ আন্দোলনে বিশ্বাসী। কিন্তু সরকার যদি উস্কানি দেয়, তার দায়দায়িত্ব সরকারকেই নিতে হবে। জনগণ এখন আর ভয় পায় না। bbox=[34, 999, 299, 1258]
cont-bnp-dec: (প্রথম পাতার পর) bbox=[1299, 725, 1360, 734]
headline-buyers: হাঁপিয়ে উঠছেন ক্রেতারা bbox=[672, 1862, 865, 1887]
cont-palestine: (প্রথম পাতার পর) bbox=[171, 572, 232, 581]
body-third-time: তারিখ পেছানোর প্রসঙ্গে আদালতের কর্মকর্তারা জানান, তদন্ত প্রতিবেদন জমা না পড়ায় এই তারিখ পেছানো হয়েছে। আদালত পরবর্তী শুনানির তারিখ নির্ধারণ করেছেন। এর আগে দুই দফা তারিখ নির্ধারণ করা হলেও তদন্তকারী কর্মকর্তা প্রতিবেদন জমা দিতে পারেননি। আদালত এবার দ্রুত প্রতিবেদন দাখিলের নির্দেশ দিয়েছেন। মেট্রোরেলের মতিঝিল অংশের উদ্বোধন প্রসঙ্গে তিনি বলেন, আগামী ৪ নভেম্বর এই অংশ চালু হবে। এরপর উত্তরা থেকে মতিঝিল পর্যন্ত সরাসরি যাতায়াত করা যাবে। প্রকল্প কর্মকর্তারা জানান, মতিঝিল পর্যন্ত মেট্রোরেল চালু হলে প্রতিদিন কয়েক লাখ যাত্রী যাতায়াত করতে পারবেন। এতে রাজধানীর যানজট অনেকটা কমবে। তারা আরও বলেন, আগারগাঁও থেকে মতিঝিল পর্যন্ত অংশে ৭টি স্টেশন রয়েছে। এর মধ্যে প্রথম পর্যায়ে কয়েকটি স্টেশন চালু করা হবে। প্রধানমন্ত্রী শেখ হাসিনা এই অংশের উদ্বোধন করবেন। উদ্বোধন অনুষ্ঠানকে ঘিরে ব্যাপক প্রস্তুতি নেওয়া হচ্ছে। সর্বশেষ তথ্য অনুযায়ী, মেট্রোরেলে এখন প্রতিদিন গড়ে দুই লাখের বেশি যাত্রী যাতায়াত করছেন। তারিখ পেছানোর প্রসঙ্গে আদালতের কর্মকর্তারা জানান, তদন্ত প্রতিবেদন জমা না পড়ায় এই তারিখ পেছানো হয়েছে। আদালত পরবর্তী শুনানির তারিখ নির্ধারণ করেছেন। এর আগে দুই দফা তারিখ নির্ধারণ করা হলেও তদন্তকারী কর্মকর্তা প্রতিবেদন জমা দিতে পারেননি। আদালত এবার দ্রুত প্রতিবেদন দাখিলের নির্দেশ দিয়েছেন। bbox=[1181, 1375, 1478, 1625]
headline-govt-blame: সরকার দোষীকে দোষী বলার bbox=[1217, 103, 1442, 128]
cont-up-member: (প্রথম পাতার পর) bbox=[738, 599, 799, 608]
cont-buyers: (প্রথম পাতার পর) bbox=[738, 1891, 799, 1900]
body-sea-rain: স্টাফ রিপোর্টার, ঢাকা অফিস : আবহাওয়া অধিদপ্তর জানিয়েছে, দক্ষিণ-পশ্চিম বঙ্গোপসাগর ও এর কাছাকাছি এলাকায় একটি লঘুচাপ সৃষ্টি হয়েছে। এটি আরও ঘনীভূত হয়ে নিম্নচাপে পরিণত হতে পারে। আবহাওয়াবিদরা জানিয়েছেন, লঘুচাপের প্রভাবে সোমবার থেকে দেশের বিভিন্ন স্থানে বৃষ্টি হতে পারে। চট্টগ্রাম, বরিশাল ও খুলনা বিভাগে ভারী বৃষ্টির সম্ভাবনা রয়েছে। সমুদ্রবন্দরগুলোকে এক নম্বর দূরবর্তী সতর্কসংকেত দেখিয়ে যেতে বলা হয়েছে। উত্তর বঙ্গোপসাগরে অবস্থানরত মাছ ধরার নৌকা ও ট্রলারকে উপকূলের কাছাকাছি থেকে সাবধানে চলাচল করতে বলা হয়েছে। আবহাওয়ার পূর্বাভাসে বলা হয়েছে, আগামী ২৪ ঘণ্টায় দেশের আবহাওয়া প্রধানত শুষ্ক থাকতে পারে। রাতের তাপমাত্রা সামান্য কমতে পারে এবং দিনের তাপমাত্রা প্রায় অপরিবর্তিত থাকবে। গতকাল দেশের সর্বোচ্চ তাপমাত্রা রেকর্ড করা হয়েছে ৩৪ দশমিক ৫ ডিগ্রি সেলসিয়াস এবং সর্বনিম্ন তাপমাত্রা ছিল ১৯ দশমিক ৮ ডিগ্রি সেলসিয়াস। আবহাওয়াবিদরা বলছেন, অক্টোবরের শেষ দিকে বঙ্গোপসাগরে ঘূর্ণিঝড় সৃষ্টির আশঙ্কা থাকে। তাই উপকূলীয় এলাকার মানুষকে সতর্ক থাকতে বলা হয়েছে। দুর্যোগ ব্যবস্থাপনা মন্ত্রণালয় জানিয়েছে, যেকোনো পরিস্থিতি মোকাবিলায় প্রস্তুতি নেওয়া হয়েছে। আশ্রয়কেন্দ্রগুলো প্রস্তুত রাখা হয়েছে। স্টাফ রিপোর্টার, ঢাকা অফিস : আবহাওয়া অধিদপ্তর জানিয়েছে, দক্ষিণ-পশ্চিম বঙ্গোপসাগর ও এর কাছাকাছি এলাকায় একটি লঘুচাপ সৃষ্টি হয়েছে। এটি আরও ঘনীভূত হয়ে নিম্নচাপে পরিণত হতে পারে। আবহাওয়াবিদরা জানিয়েছেন, লঘুচাপের প্রভাবে সোমবার থেকে দেশের বিভিন্ন স্থানে বৃষ্টি হতে পারে। চট্টগ্রাম, বরিশাল ও খুলনা বিভাগে ভারী বৃষ্টির সম্ভাবনা রয়েছে। bbox=[598, 182, 939, 445]
rule bbox=[598, 1112, 939, 1113]
headline-up-member: ইউপি সদস্যকে কোপাতে bbox=[670, 570, 867, 595]
page-number: ২ bbox=[68, 35, 100, 92]
cont-dengue: (প্রথম পাতার পর) bbox=[738, 1145, 799, 1154]
rule bbox=[598, 566, 939, 567]
issue-date: ৫ কার্তিক ১৪৩০ : ২১ অক্টোবর ২০২৩ bbox=[1304, 80, 1478, 93]
body-buyers: কেজিতে ১০০ থেকে ১৫০ টাকা দরে বিক্রি হচ্ছে। রাজধানীর কারওয়ান বাজার, মোহাম্মদপুর টাউন হল ও হাতিরপুল বাজার ঘুরে এ তথ্য পাওয়া গেছে। বাজারে আলু বিক্রি হচ্ছে ৫০ থেকে ৫৫ টাকা কেজি দরে। পেঁয়াজের দাম কেজিতে বেড়েছে ২০ টাকা। দেশি পেঁয়াজ বিক্রি হচ্ছে ১২০ টাকায়, আমদানি করা পেঁয়াজ ১০০ টাকা। মাছের বাজারেও চড়া দাম। ইলিশ মাছ কেজিপ্রতি বিক্রি হচ্ছে ১২০০ থেকে ১৬০০ টাকায়। রুই ও কাতলা ৩৫০ থেকে ৪৫০ টাকা কেজি। চাষের পাঙাশ ও তেলাপিয়া ২০০ থেকে ২৫০ টাকা। মুরগির বাজারে ব্রয়লার মুরগি বিক্রি হচ্ছে ১৮০ থেকে ১৯০ টাকা কেজি দরে। সোনালি মুরগি ৩০০ থেকে ৩২০ টাকা। গরুর মাংস ৭৮০ থেকে ৮০০ টাকা কেজি। ডিমের দামও বেশ চড়া। এক ডজন ফার্মের মুরগির ডিম বিক্রি হচ্ছে ১৪৫ থেকে ১৫০ টাকায়। সরকার নির্ধারিত দাম মানা হচ্ছে না বলে অভিযোগ ক্রেতাদের। ক্রেতারা বলছেন, আয়ের সঙ্গে ব্যয়ের সামঞ্জস্য রাখা কঠিন হয়ে পড়েছে। নিত্যপণ্যের দাম নিয়ন্ত্রণে সরকারকে কার্যকর ব্যবস্থা নিতে হবে। ব্যবসায়ীরা বলছেন, সরবরাহ কম থাকায় দাম বাড়ছে। পরিবহন খরচ বৃদ্ধিও দাম বাড়ার একটি কারণ। শীতের সবজি বাজারে এলে দাম কিছুটা কমতে পারে। কেজিতে ১০০ থেকে ১৫০ টাকা দরে বিক্রি হচ্ছে। রাজধানীর কারওয়ান বাজার, মোহাম্মদপুর টাউন হল ও হাতিরপুল বাজার ঘুরে এ তথ্য পাওয়া গেছে। বাজারে আলু বিক্রি হচ্ছে ৫০ থেকে ৫৫ টাকা কেজি দরে। পেঁয়াজের দাম কেজিতে বেড়েছে ২০ টাকা। দেশি পেঁয়াজ বিক্রি হচ্ছে ১২০ টাকায়, আমদানি করা পেঁয়াজ ১০০ টাকা। মাছের বাজারেও চড়া দাম। ইলিশ মাছ কেজিপ্রতি বিক্রি হচ্ছে ১২০০ থেকে ১৬০০ টাকায়। রুই ও কাতলা ৩৫০ থেকে ৪৫০ টাকা কেজি। চাষের পাঙাশ ও তেলাপিয়া ২০০ থেকে ২৫০ টাকা। মুরগির বাজারে ব্রয়লার মুরগি বিক্রি হচ্ছে ১৮০ থেকে ১৯০ টাকা কেজি দরে। সোনালি মুরগি ৩০০ থেকে ৩২০ টাকা। গরুর মাংস ৭৮০ থেকে ৮০০ টাকা কেজি। bbox=[598, 1903, 939, 2181]
column-divider bbox=[1217, 1863, 1218, 2397]
cont-fish: (প্রথম পাতার পর) bbox=[454, 710, 515, 719]
rule bbox=[956, 875, 1164, 876]
rule bbox=[388, 677, 581, 678]
headline-global: বিশ্বব্যাপী বিক্ষোভ bbox=[1141, 1813, 1294, 1839]
body-fish: বাজারে যাওয়ার পথে তাদের বহনকারী নৌকাটি হঠাৎ ঝড়ো হাওয়ার কবলে পড়ে। পরে স্থানীয় জেলেরা একজনকে জীবিত উদ্ধার করেন। ফায়ার সার্ভিসের ডুবুরি দল দীর্ঘ সময় অভিযান চালিয়ে নিখোঁজ দুজনের মরদেহ উদ্ধার করে। এলাকায় শোকের ছায়া নেমে এসেছে। বাজারে যাওয়ার পথে তাদের বহনকারী নৌকাটি হঠাৎ ঝড়ো হাওয়ার কবলে পড়ে। পরে স্থানীয় জেলেরা একজনকে জীবিত উদ্ধার করেন। ফায়ার সার্ভিসের ডুবুরি দল দীর্ঘ সময় অভিযান চালিয়ে নিখোঁজ দুজনের মরদেহ উদ্ধার করে। এলাকায় শোকের ছায়া নেমে এসেছে। বাজারে যাওয়ার পথে তাদের বহনকারী নৌকাটি হঠাৎ ঝড়ো হাওয়ার কবলে পড়ে। পরে স্থানীয় জেলেরা একজনকে জীবিত উদ্ধার করেন। bbox=[388, 722, 581, 905]
headline-bogura: বগুড়া শহরে বাড়িতে bbox=[984, 879, 1137, 901]
body-dengue: কোম্পানি জনসন অ্যান্ড জনসন এই ট্রায়াল পরিচালনা করছে। গবেষকরা জানিয়েছেন, প্রাথমিক ফলাফলে ওষুধটি ডেঙ্গু ভাইরাসের বিরুদ্ধে কার্যকর প্রমাণিত হয়েছে। বিশেষজ্ঞরা বলছেন, এখন পর্যন্ত ডেঙ্গুর নির্দিষ্ট কোনো ওষুধ নেই। রোগীদের শুধু লক্ষণভিত্তিক চিকিৎসা দেওয়া হয়। এই ওষুধ সফল হলে তা চিকিৎসা ক্ষেত্রে বড় অগ্রগতি হবে। স্বাস্থ্য অধিদপ্তরের তথ্য অনুযায়ী, গত ২৪ ঘণ্টায় সারাদেশে ডেঙ্গু আক্রান্ত হয়ে হাসপাতালে ভর্তি হয়েছেন দুই হাজারের বেশি রোগী। এ সময়ে মৃত্যু হয়েছে ১২ জনের। আরও ১২ জনের মৃত্যু : চলতি বছরের জানুয়ারি থেকে এ পর্যন্ত ডেঙ্গুতে মোট মৃত্যু হয়েছে এক হাজারের বেশি মানুষের। আক্রান্ত হয়েছেন দুই লাখের বেশি। ঢাকার বিভিন্ন হাসপাতালে বর্তমানে চিকিৎসাধীন আছেন কয়েক হাজার রোগী। ঢাকার বাইরের হাসপাতালগুলোতেও রোগীর চাপ বাড়ছে। স্বাস্থ্য বিশেষজ্ঞরা বলছেন, এডিস মশার বংশবিস্তার রোধে সবাইকে সচেতন হতে হবে। বাড়ির আশপাশে পানি জমতে দেওয়া যাবে না। সিটি করপোরেশনের পক্ষ থেকে মশক নিধন কার্যক্রম জোরদার করা হয়েছে। বিভিন্ন এলাকায় বিশেষ অভিযান চালানো হচ্ছে। চিকিৎসকরা পরামর্শ দিয়েছেন, জ্বর হলে দ্রুত ডেঙ্গু পরীক্ষা করাতে হবে। দেরি হলে জটিলতা বাড়তে পারে। এ বছর ডেঙ্গুর প্রকোপ অন্য যেকোনো বছরের তুলনায় অনেক বেশি। শিশু ও বয়স্কদের ঝুঁকি সবচেয়ে বেশি। স্বাস্থ্য অধিদপ্তরের তথ্য অনুযায়ী, গত ২৪ ঘণ্টায় সারাদেশে ডেঙ্গু আক্রান্ত হয়ে হাসপাতালে ভর্তি হয়েছেন দুই হাজারের বেশি রোগী। এ সময়ে মৃত্যু হয়েছে ১২ জনের। ঢাকার বিভিন্ন হাসপাতালে বর্তমানে চিকিৎসাধীন আছেন কয়েক হাজার রোগী। ঢাকার বাইরের হাসপাতালগুলোতেও রোগীর চাপ বাড়ছে। স্বাস্থ্য বিশেষজ্ঞরা বলছেন, এডিস মশার বংশবিস্তার রোধে সবাইকে সচেতন হতে হবে। বাড়ির আশপাশে পানি জমতে দেওয়া যাবে না। bbox=[598, 1157, 939, 1460]
masthead-rule bbox=[34, 97, 1478, 100]
body-solution-b: সাধারণ মানুষ চায় শান্তিপূর্ণ পরিবেশে ভোট দিতে। তারা সংঘাত চায় না। রাজনৈতিক নেতাদের উচিত জনগণের এই প্রত্যাশার প্রতি সম্মান দেখানো। সুশীল সমাজের প্রতিনিধিরা বলছেন, গণতান্ত্রিক প্রতিষ্ঠানগুলোকে শক্তিশালী করা এখন সবচেয়ে জরুরি। এজন্য রাজনৈতিক ঐকমত্য প্রয়োজন। তারা আরও বলেন, ১৯৯০ সালের গণঅভ্যুত্থানের পর যে রাজনৈতিক সমঝোতা হয়েছিল, সেই অভিজ্ঞতা থেকে শিক্ষা নেওয়া যেতে পারে। অনেকে মনে করেন, নির্বাচনকালীন সরকারের রূপরেখা নিয়ে আলোচনার মাধ্যমে একটি মধ্যপন্থা বের করা সম্ভব। তবে সরকারি দলের নেতারা বলছেন, সংবিধানের বাইরে যাওয়ার কোনো সুযোগ নেই। নির্বাচন হবে সংবিধান অনুযায়ী। তারা সফল নির্বাচন, অন্তর্ভুক্তিমূলক নির্বাচনের কথা বলছেন। এদিকে বিরোধী দলগুলো নির্দলীয় সরকারের দাবিতে অনড়। রাজনৈতিক বিশ্লেষকরা বলছেন, সংলাপই হতে পারে সমাধানের একমাত্র পথ। একজন বিশিষ্ট রাষ্ট্রবিজ্ঞানী বলেন, দুই পক্ষকেই ছাড় দিতে হবে। সংবিধানের মধ্যে থেকেও সমাধান খোঁজা সম্ভব। তবে এর জন্য আন্তরিকতা প্রয়োজন। সাবেক নির্বাচন কমিশনার মনে করেন, আস্থার সংকট দূর না হলে কোনো নির্বাচনই গ্রহণযোগ্য হবে না। তিনি বলেন, নির্বাচন কমিশনকে সত্যিকারের স্বাধীনভাবে কাজ করতে দিতে হবে। আন্তর্জাতিক মহলও বাংলাদেশের নির্বাচন নিয়ে উদ্বেগ প্রকাশ করেছে। যুক্তরাষ্ট্র ইতোমধ্যে ভিসানীতি ঘোষণা করেছে। ইউরোপীয় ইউনিয়নও অবাধ ও সুষ্ঠু নির্বাচনের আহ্বান জানিয়েছে। বিশ্লেষকদের মতে, রাজনৈতিক সংঘাত দেশের অর্থনীতিতে নেতিবাচক প্রভাব ফেলবে। তাই সময় থাকতেই সব পক্ষকে আলোচনার টেবিলে বসা উচিত। সাধারণ মানুষ চায় শান্তিপূর্ণ পরিবেশে ভোট দিতে। তারা সংঘাত চায় না। রাজনৈতিক নেতাদের উচিত জনগণের এই প্রত্যাশার প্রতি সম্মান দেখানো। সুশীল সমাজের প্রতিনিধিরা বলছেন, গণতান্ত্রিক প্রতিষ্ঠানগুলোকে শক্তিশালী করা এখন সবচেয়ে জরুরি। এজন্য রাজনৈতিক ঐকমত্য প্রয়োজন। তারা আরও বলেন, ১৯৯০ সালের গণঅভ্যুত্থানের পর যে রাজনৈতিক সমঝোতা হয়েছিল, সেই অভিজ্ঞতা থেকে শিক্ষা নেওয়া যেতে পারে। অনেকে মনে করেন, নির্বাচনকালীন সরকারের রূপরেখা নিয়ে আলোচনার মাধ্যমে একটি মধ্যপন্থা বের করা সম্ভব। তবে সরকারি দলের নেতারা বলছেন, সংবিধানের বাইরে যাওয়ার কোনো সুযোগ নেই। নির্বাচন হবে সংবিধান অনুযায়ী। তারা সফল নির্বাচন, অন্তর্ভুক্তিমূলক নির্বাচনের কথা বলছেন। এদিকে বিরোধী দলগুলো নির্দলীয় সরকারের দাবিতে অনড়। রাজনৈতিক বিশ্লেষকরা বলছেন, সংলাপই হতে পারে সমাধানের একমাত্র পথ। একজন বিশিষ্ট রাষ্ট্রবিজ্ঞানী বলেন, দুই পক্ষকেই ছাড় দিতে হবে। সংবিধানের মধ্যে থেকেও সমাধান খোঁজা সম্ভব। তবে এর জন্য আন্তরিকতা প্রয়োজন। সাবেক নির্বাচন কমিশনার মনে করেন, আস্থার সংকট দূর না হলে কোনো নির্বাচনই গ্রহণযোগ্য হবে না। তিনি বলেন, নির্বাচন কমিশনকে সত্যিকারের স্বাধীনভাবে কাজ করতে দিতে হবে। bbox=[316, 1483, 581, 2059]
cont-bogura: (প্রথম পাতার পর) bbox=[1030, 906, 1090, 916]
brand-small: দৈনিক bbox=[1270, 19, 1305, 35]
rule bbox=[598, 1858, 939, 1859]
body-sirajganj: নিহতের পরিবারের অভিযোগ, জমি নিয়ে বিরোধের জের ধরে প্রতিপক্ষের লোকজন তাকে হত্যা করেছে। রাতে বাড়ি ফেরার পথে দুর্বৃত্তরা তার ওপর হামলা চালায়। স্থানীয়রা গুরুতর আহত অবস্থায় তাকে উদ্ধার করে হাসপাতালে নিয়ে গেলে কর্তব্যরত চিকিৎসক মৃত ঘোষণা করেন। থানার ভারপ্রাপ্ত কর্মকর্তা জানান, মরদেহ ময়নাতদন্তের জন্য মর্গে পাঠানো হয়েছে। এ ঘটনায় জড়িতদের ধরতে অভিযান চলছে। নিহতের স্ত্রী জানান, কয়েকদিন আগে থেকেই তাকে হুমকি দেওয়া হচ্ছিল। তিনি হত্যাকারীদের ফাঁসির দাবি জানান। নিহতের পরিবারের অভিযোগ, জমি নিয়ে বিরোধের জের ধরে প্রতিপক্ষের লোকজন তাকে হত্যা করেছে। রাতে বাড়ি ফেরার পথে দুর্বৃত্তরা তার ওপর হামলা চালায়। স্থানীয়রা গুরুতর আহত অবস্থায় তাকে উদ্ধার করে হাসপাতালে নিয়ে গেলে কর্তব্যরত চিকিৎসক মৃত ঘোষণা করেন। থানার ভারপ্রাপ্ত কর্মকর্তা জানান, মরদেহ ময়নাতদন্তের জন্য মর্গে পাঠানো হয়েছে। এ ঘটনায় জড়িতদের ধরতে অভিযান চলছে। নিহতের স্ত্রী জানান, কয়েকদিন আগে থেকেই তাকে হুমকি দেওয়া হচ্ছিল। তিনি হত্যাকারীদের ফাঁসির দাবি জানান। bbox=[956, 1363, 1164, 1636]
brand-logo: করতোয়া bbox=[1268, 32, 1415, 81]
headline-dengue: ডেঙ্গুর প্রথম ওষুধের ট্রায়ালে bbox=[646, 1116, 891, 1141]
headline-bnp-dec: ২৮ অক্টোবর বিএনপির ১০ ডিসেম্বরের bbox=[1189, 698, 1470, 720]
body-singapore: করতোয়া ডেস্ক : সিঙ্গাপুরের ন্যাশনাল ইউনিভার্সিটি হাসপাতালে চিকিৎসাধীন রাষ্ট্রপতি মো. সাহাবুদ্দিনকে আইসিইউ থেকে কেবিনে স্থানান্তর করা হয়েছে। রাষ্ট্রপতির প্রেস সচিব জানান, রাষ্ট্রপতির শারীরিক অবস্থার উন্নতি হয়েছে। চিকিৎসকদের পর্যবেক্ষণে তিনি কেবিনে আছেন এবং সুস্থ হয়ে উঠছেন। তাঁর হৃদযন্ত্রে সফল অস্ত্রোপচার সম্পন্ন হয়েছে। সরকারি বার্তা সংস্থা বাসসের খবরে বলা হয়, রাষ্ট্রপতি দেশবাসীর কাছে দোয়া চেয়েছেন। bbox=[388, 199, 581, 308]
